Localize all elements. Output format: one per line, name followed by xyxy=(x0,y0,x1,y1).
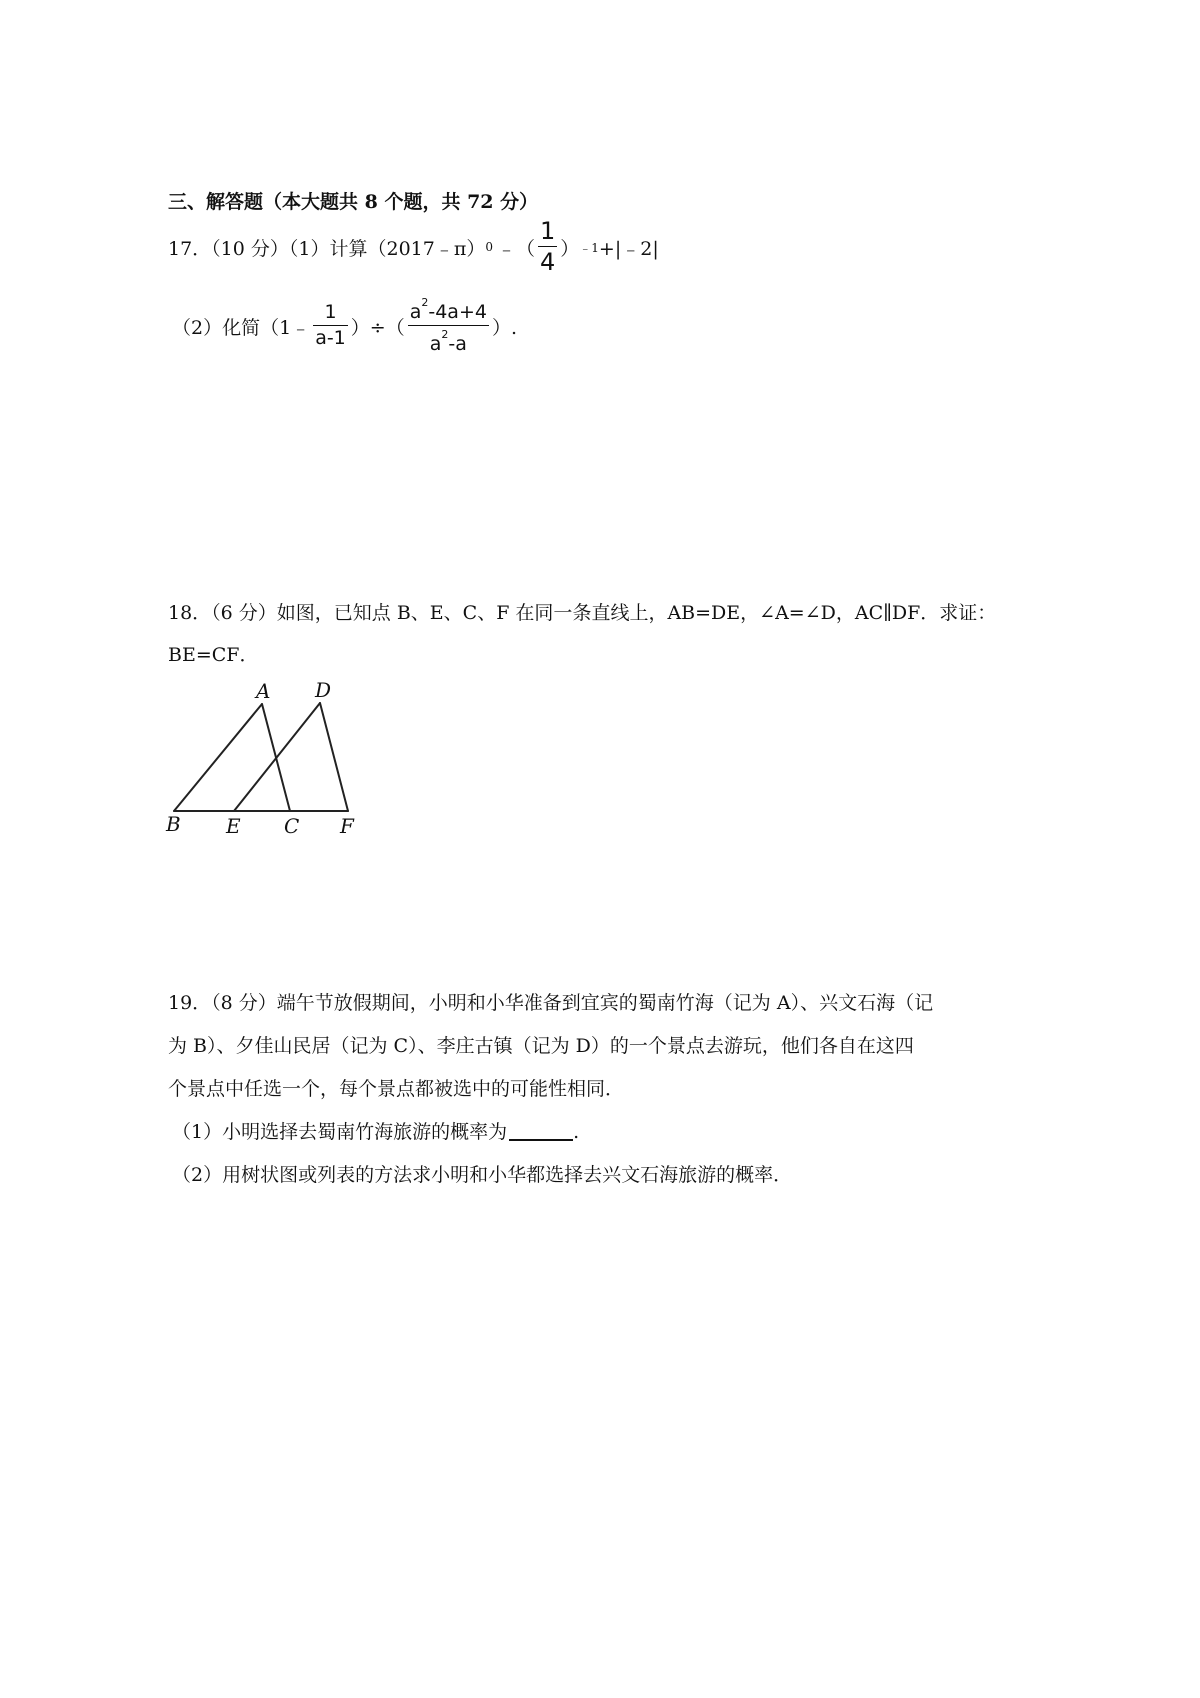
q17-head: 17．（10 分）（1）计算（2017﹣π） xyxy=(168,237,486,260)
q19-part1 xyxy=(172,1117,579,1144)
answer-blank[interactable] xyxy=(509,1121,573,1141)
q17-frac-num: 1 xyxy=(538,219,557,247)
q18-line1: 18．（6 分）如图，已知点 B、E、C、F 在同一条直线上，AB=DE，∠A=∠D，AC∥DF．求证： xyxy=(168,602,997,624)
q17-fraction xyxy=(538,216,557,276)
q17-p2-frac2-den xyxy=(408,326,489,355)
q19-part1-tail: . xyxy=(573,1121,580,1143)
q17-p2-frac2-num xyxy=(408,297,489,326)
q17-close: ） xyxy=(560,237,580,260)
q17-exp-neg1: ﹣1 xyxy=(579,240,599,255)
q17-frac-den: 4 xyxy=(539,248,556,276)
q19-line3: 个景点中任选一个，每个景点都被选中的可能性相同． xyxy=(168,1078,625,1100)
q17-p2-frac2-den-a: a xyxy=(429,333,442,355)
q17-p2-frac2-den-sup: 2 xyxy=(441,328,449,341)
q17-p2-frac2-num-a: a xyxy=(409,301,422,324)
q17-p2-frac2-num-b: -4a+4 xyxy=(428,301,487,324)
q17-exp0: 0 xyxy=(485,240,493,254)
label-b: B xyxy=(166,812,181,836)
section-title: 三、解答题（本大题共 8 个题，共 72 分） xyxy=(168,191,539,213)
q17-p2-frac1-num: 1 xyxy=(313,303,348,326)
q17-p2-tail: ）. xyxy=(491,316,518,339)
label-c: C xyxy=(284,814,300,838)
q17-p2-frac1 xyxy=(313,303,348,349)
segment-ab xyxy=(174,704,262,811)
q19-part1-head: （1）小明选择去蜀南竹海旅游的概率为 xyxy=(172,1121,508,1143)
q17-p2-head: （2）化简（1﹣ xyxy=(172,316,311,339)
q19-line2: 为 B）、夕佳山民居（记为 C）、李庄古镇（记为 D）的一个景点去游玩，他们各自在这四 xyxy=(168,1035,914,1057)
q17-p2-mid: ）÷（ xyxy=(350,316,405,339)
q17-p2-frac2 xyxy=(408,297,489,355)
q19-part2: （2）用树状图或列表的方法求小明和小华都选择去兴文石海旅游的概率． xyxy=(172,1164,793,1186)
segment-df xyxy=(320,703,348,811)
q17-minus-open: ﹣（ xyxy=(496,237,535,260)
label-e: E xyxy=(226,814,241,838)
q18-line2: BE=CF． xyxy=(168,644,259,666)
q17-part1 xyxy=(168,216,659,276)
q19-line1: 19．（8 分）端午节放假期间，小明和小华准备到宜宾的蜀南竹海（记为 A）、兴文石海（记 xyxy=(168,992,934,1014)
q17-tail: +|﹣2| xyxy=(598,237,659,260)
q17-part2 xyxy=(172,295,517,357)
segment-de xyxy=(234,703,320,811)
q17-p2-frac2-den-b: -a xyxy=(448,333,467,355)
q17-p2-frac1-den: a-1 xyxy=(315,327,346,349)
label-d: D xyxy=(315,680,332,702)
q17-p2-frac2-num-sup: 2 xyxy=(421,296,429,310)
label-a: A xyxy=(256,680,271,703)
label-f: F xyxy=(340,814,354,838)
triangle-figure xyxy=(160,680,370,840)
